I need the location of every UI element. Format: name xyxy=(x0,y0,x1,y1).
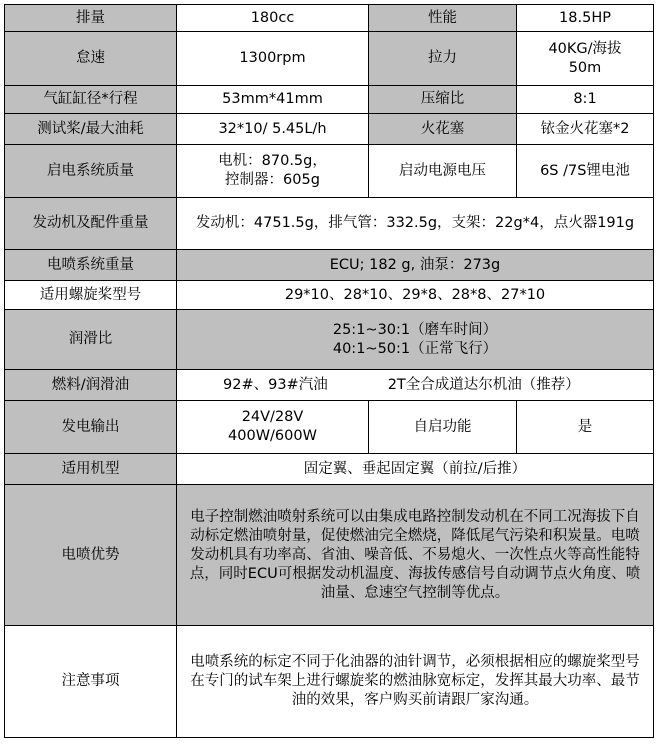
compression-value: 8:1 xyxy=(517,86,654,114)
starter-motor-text: 电机：870.5g， xyxy=(218,153,327,169)
row-engine-weight xyxy=(5,198,654,250)
efi-advantages-label: 电喷优势 xyxy=(5,485,177,626)
props-value: 29*10、28*10、29*8、28*8、27*10 xyxy=(177,281,654,310)
row-fuel xyxy=(5,370,654,401)
fuel-oil-label: 燃料/润滑油 xyxy=(5,370,177,401)
performance-value: 18.5HP xyxy=(517,5,654,32)
props-label: 适用螺旋桨型号 xyxy=(5,281,177,310)
generator-value xyxy=(177,401,369,454)
performance-label: 性能 xyxy=(369,5,517,32)
efi-advantages-value: 电子控制燃油喷射系统可以由集成电路控制发动机在不同工况海拔下自动标定燃油喷射量，促使燃油完全燃烧，降低尾气污染和积炭量。电喷发动机具有功率高、省油、噪音低、不易熄火、一次性点火等高性能特点，同时ECU可根据发动机温度、海拔传感信号自动调节点火角度、喷油量、怠速空气控制等优点。 xyxy=(177,485,654,626)
aircraft-value: 固定翼、垂起固定翼（前拉/后推） xyxy=(177,454,654,485)
flight-ratio-text: 40:1~50:1（正常飞行） xyxy=(332,340,498,357)
engine-weight-value: 发动机：4751.5g，排气管：332.5g，支架：22g*4，点火器191g xyxy=(177,198,654,250)
lube-ratio-label: 润滑比 xyxy=(5,310,177,370)
self-start-value: 是 xyxy=(517,401,654,454)
starter-mass-value xyxy=(177,145,369,198)
thrust-label: 拉力 xyxy=(369,32,517,86)
thrust-value: 40KG/海拔50m xyxy=(517,32,654,86)
start-power-value: 6S /7S锂电池 xyxy=(517,145,654,198)
generator-power-text: 400W/600W xyxy=(228,428,317,444)
starter-controller-text: 控制器：605g xyxy=(225,172,320,188)
engine-weight-label: 发动机及配件重量 xyxy=(5,198,177,250)
fuel-oil-value xyxy=(177,370,654,401)
row-idle xyxy=(5,32,654,86)
row-efi-advantages xyxy=(5,485,654,626)
generator-label: 发电输出 xyxy=(5,401,177,454)
row-lube xyxy=(5,310,654,370)
bore-stroke-value: 53mm*41mm xyxy=(177,86,369,114)
notes-value: 电喷系统的标定不同于化油器的油针调节，必须根据相应的螺旋桨型号在专门的试车架上进行螺旋桨的燃油脉宽标定，发挥其最大功率、最节油的效果，客户购买前请跟厂家沟通。 xyxy=(177,626,654,738)
compression-label: 压缩比 xyxy=(369,86,517,114)
test-prop-value: 32*10/ 5.45L/h xyxy=(177,114,369,145)
oil-text: 2T全合成道达尔机油（推荐） xyxy=(387,376,580,393)
test-prop-label: 测试桨/最大油耗 xyxy=(5,114,177,145)
starter-mass-label: 启电系统质量 xyxy=(5,145,177,198)
break-in-ratio-text: 25:1~30:1（磨车时间） xyxy=(332,321,498,338)
row-efi-weight xyxy=(5,250,654,281)
idle-label: 怠速 xyxy=(5,32,177,86)
notes-label: 注意事项 xyxy=(5,626,177,738)
displacement-label: 排量 xyxy=(5,5,177,32)
start-power-label: 启动电源电压 xyxy=(369,145,517,198)
row-starter xyxy=(5,145,654,198)
spark-plug-label: 火花塞 xyxy=(369,114,517,145)
bore-stroke-label: 气缸缸径*行程 xyxy=(5,86,177,114)
lube-ratio-value xyxy=(177,310,654,370)
self-start-label: 自启功能 xyxy=(369,401,517,454)
row-displacement xyxy=(5,5,654,32)
displacement-value: 180cc xyxy=(177,5,369,32)
row-generator xyxy=(5,401,654,454)
row-props xyxy=(5,281,654,310)
row-aircraft xyxy=(5,454,654,485)
row-notes xyxy=(5,626,654,738)
efi-weight-value: ECU; 182 g, 油泵：273g xyxy=(177,250,654,281)
row-bore xyxy=(5,86,654,114)
row-test-prop xyxy=(5,114,654,145)
efi-weight-label: 电喷系统重量 xyxy=(5,250,177,281)
spark-plug-value: 铱金火花塞*2 xyxy=(517,114,654,145)
fuel-text: 92#、93#汽油 xyxy=(223,376,328,393)
generator-voltage-text: 24V/28V xyxy=(241,409,304,425)
idle-value: 1300rpm xyxy=(177,32,369,86)
spec-table xyxy=(4,4,654,738)
aircraft-label: 适用机型 xyxy=(5,454,177,485)
